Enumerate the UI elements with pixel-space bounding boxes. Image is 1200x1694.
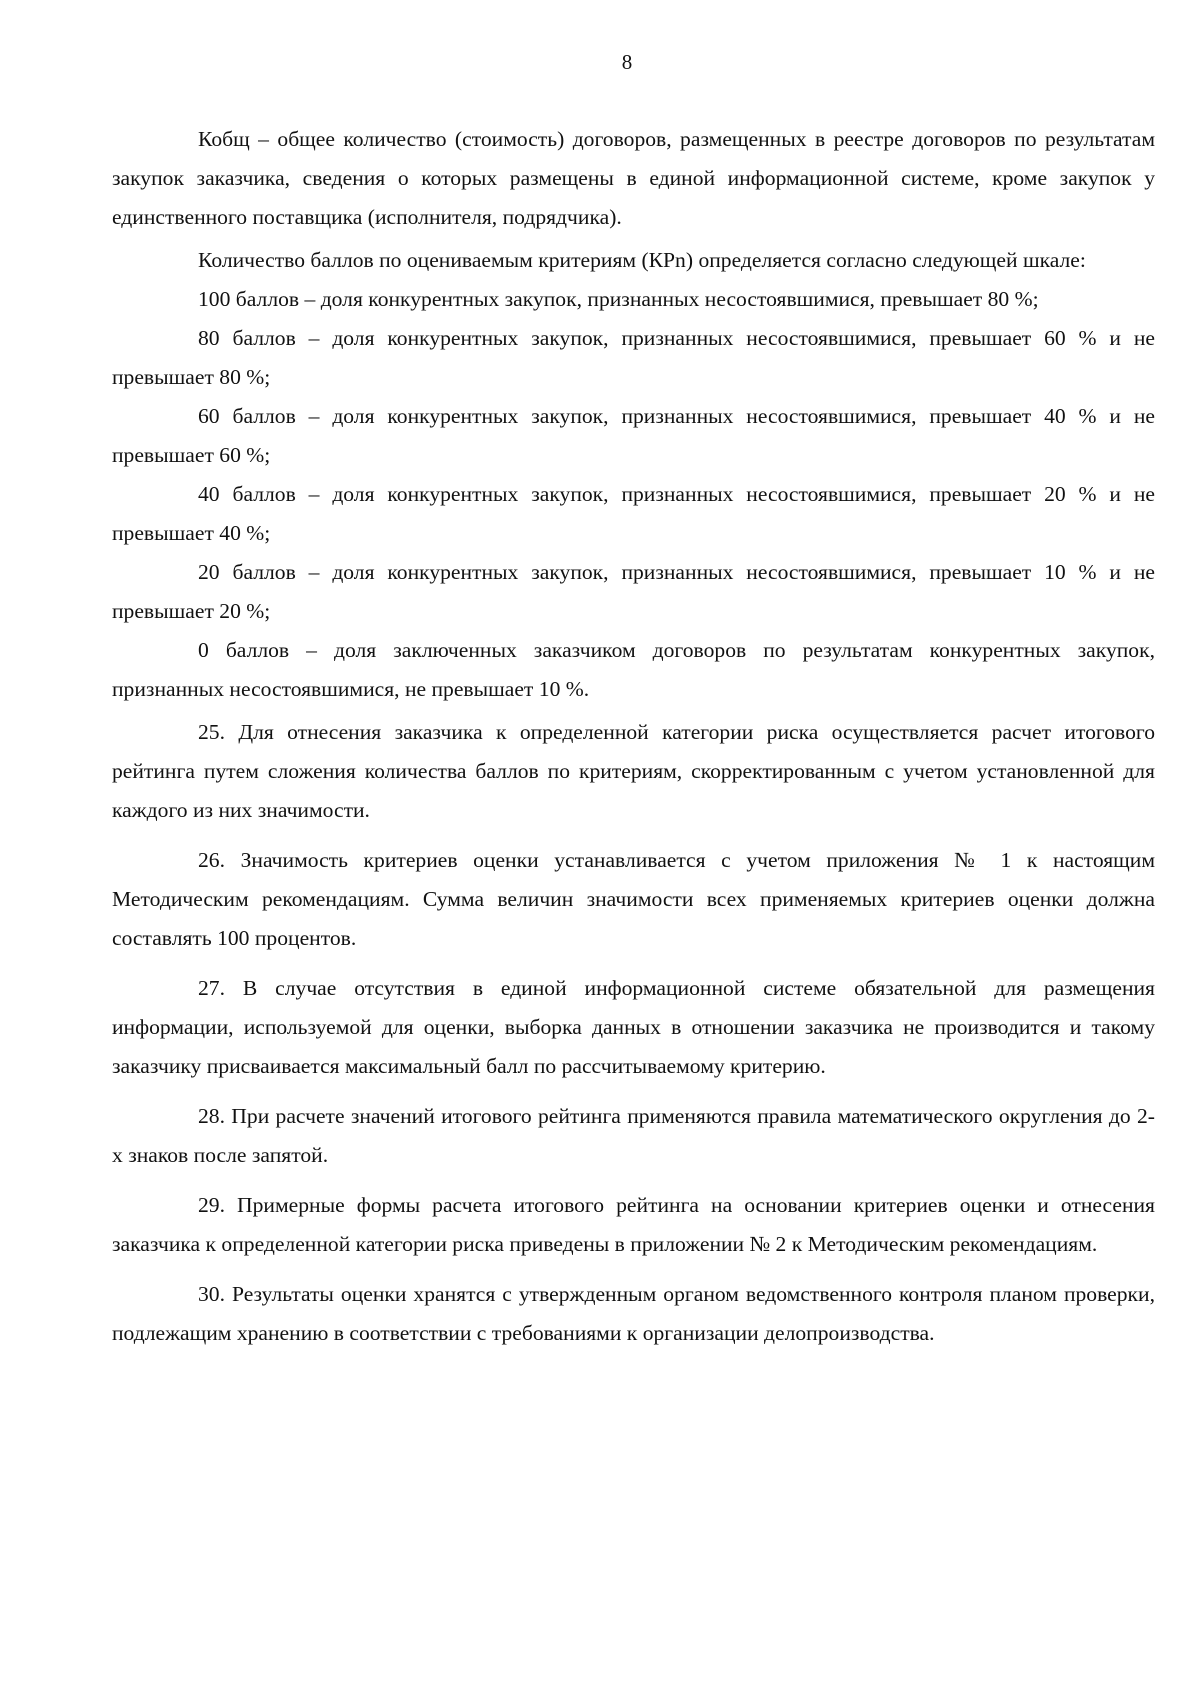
paragraph-scoring-scale-intro: Количество баллов по оцениваемым критериям (КРn) определяется согласно следующей шкале: xyxy=(198,248,1086,272)
paragraph-item-26: 26. Значимость критериев оценки устанавливается с учетом приложения № 1 к настоящим Методическим рекомендациям. Сумма величин значимости всех применяемых критериев оценки должна составлять 100 процентов. xyxy=(112,848,1155,950)
paragraph-item-25: 25. Для отнесения заказчика к определенной категории риска осуществляется расчет итогового рейтинга путем сложения количества баллов по критериям, скорректированным с учетом установленной для каждого из них значимости. xyxy=(112,720,1155,822)
paragraph-item-27: 27. В случае отсутствия в единой информационной системе обязательной для размещения информации, используемой для оценки, выборка данных в отношении заказчика не производится и такому заказчику присваивается максимальный балл по рассчитываемому критерию. xyxy=(112,976,1155,1078)
paragraph-score-20: 20 баллов – доля конкурентных закупок, признанных несостоявшимися, превышает 10 % и не превышает 20 %; xyxy=(112,560,1155,623)
paragraph-score-100: 100 баллов – доля конкурентных закупок, признанных несостоявшимися, превышает 80 %; xyxy=(198,287,1039,311)
paragraph-item-29: 29. Примерные формы расчета итогового рейтинга на основании критериев оценки и отнесения заказчика к определенной категории риска приведены в приложении № 2 к Методическим рекомендациям. xyxy=(112,1193,1155,1256)
paragraph-item-28: 28. При расчете значений итогового рейтинга применяются правила математического округления до 2-х знаков после запятой. xyxy=(112,1104,1155,1167)
paragraph-score-40: 40 баллов – доля конкурентных закупок, признанных несостоявшимися, превышает 20 % и не превышает 40 %; xyxy=(112,482,1155,545)
document-body xyxy=(112,120,1155,1353)
paragraph-score-80: 80 баллов – доля конкурентных закупок, признанных несостоявшимися, превышает 60 % и не превышает 80 %; xyxy=(112,326,1155,389)
page-number: 8 xyxy=(621,50,633,74)
paragraph-kobshch-definition: Кобщ – общее количество (стоимость) договоров, размещенных в реестре договоров по результатам закупок заказчика, сведения о которых размещены в единой информационной системе, кроме закупок у единственного поставщика (исполнителя, подрядчика). xyxy=(112,127,1155,229)
paragraph-item-30: 30. Результаты оценки хранятся с утвержденным органом ведомственного контроля планом проверки, подлежащим хранению в соответствии с требованиями к организации делопроизводства. xyxy=(112,1282,1155,1345)
paragraph-score-60: 60 баллов – доля конкурентных закупок, признанных несостоявшимися, превышает 40 % и не превышает 60 %; xyxy=(112,404,1155,467)
paragraph-score-0: 0 баллов – доля заключенных заказчиком договоров по результатам конкурентных закупок, признанных несостоявшимися, не превышает 10 %. xyxy=(112,638,1155,701)
